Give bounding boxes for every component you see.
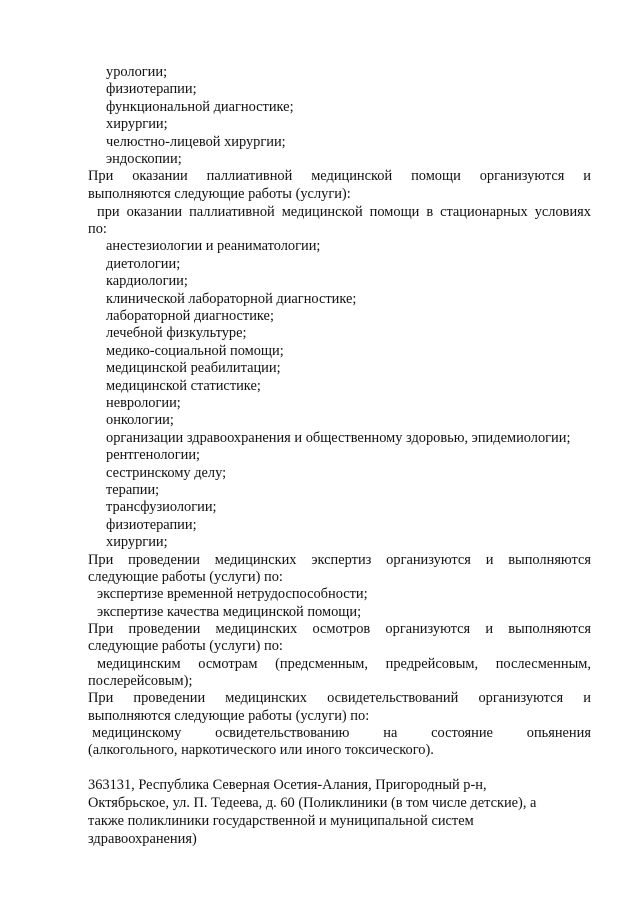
paragraph-stationary-line2: по: — [88, 221, 107, 237]
list-item: анестезиологии и реаниматологии; — [106, 238, 321, 254]
address-line: здравоохранения) — [88, 831, 197, 847]
paragraph-expertise-line1: При проведении медицинских экспертиз организуются и выполняются — [88, 552, 591, 568]
list-item: хирургии; — [106, 534, 168, 550]
list-item: челюстно-лицевой хирургии; — [106, 134, 286, 150]
list-item: экспертизе временной нетрудоспособности; — [97, 586, 368, 602]
list-item: неврологии; — [106, 395, 181, 411]
list-item: рентгенологии; — [106, 447, 201, 463]
list-item: физиотерапии; — [106, 81, 197, 97]
list-item-exams-line2: послерейсовым); — [88, 673, 193, 689]
list-item: функциональной диагностике; — [106, 99, 294, 115]
list-item: медико-социальной помощи; — [106, 343, 284, 359]
address-line: также поликлиники государственной и муниципальной систем — [88, 813, 474, 829]
paragraph-stationary-line1: при оказании паллиативной медицинской помощи в стационарных условиях — [97, 204, 591, 220]
list-item: медицинской статистике; — [106, 378, 261, 394]
list-item: урологии; — [106, 64, 168, 80]
address-line: 363131, Республика Северная Осетия-Алания, Пригородный р-н, — [88, 777, 487, 793]
list-item: организации здравоохранения и общественному здоровью, эпидемиологии; — [106, 430, 571, 446]
list-item: физиотерапии; — [106, 517, 197, 533]
list-item: кардиологии; — [106, 273, 188, 289]
list-item: сестринскому делу; — [106, 465, 227, 481]
paragraph-palliative-line1: При оказании паллиативной медицинской помощи организуются и — [88, 168, 591, 184]
list-item: медицинской реабилитации; — [106, 360, 281, 376]
paragraph-exams-line1: При проведении медицинских осмотров организуются и выполняются — [88, 621, 591, 637]
list-item: терапии; — [106, 482, 160, 498]
paragraph-certification-line1: При проведении медицинских освидетельствований организуются и — [88, 690, 591, 706]
list-item: хирургии; — [106, 116, 168, 132]
list-item: онкологии; — [106, 412, 174, 428]
list-item-certification-line1: медицинскому освидетельствованию на состояние опьянения — [92, 725, 591, 741]
paragraph-palliative-line2: выполняются следующие работы (услуги): — [88, 186, 351, 202]
list-item-exams-line1: медицинским осмотрам (предсменным, предрейсовым, послесменным, — [97, 656, 591, 672]
list-item: экспертизе качества медицинской помощи; — [97, 604, 362, 620]
paragraph-expertise-line2: следующие работы (услуги) по: — [88, 569, 283, 585]
list-item: лечебной физкультуре; — [106, 325, 247, 341]
address-line: Октябрьское, ул. П. Тедеева, д. 60 (Поликлиники (в том числе детские), а — [88, 795, 537, 811]
list-item: диетологии; — [106, 256, 181, 272]
list-item: клинической лабораторной диагностике; — [106, 291, 357, 307]
list-item: эндоскопии; — [106, 151, 182, 167]
list-item-certification-line2: (алкогольного, наркотического или иного токсического). — [88, 742, 434, 758]
list-item: лабораторной диагностике; — [106, 308, 274, 324]
paragraph-certification-line2: выполняются следующие работы (услуги) по: — [88, 708, 370, 724]
list-item: трансфузиологии; — [106, 499, 217, 515]
paragraph-exams-line2: следующие работы (услуги) по: — [88, 638, 283, 654]
